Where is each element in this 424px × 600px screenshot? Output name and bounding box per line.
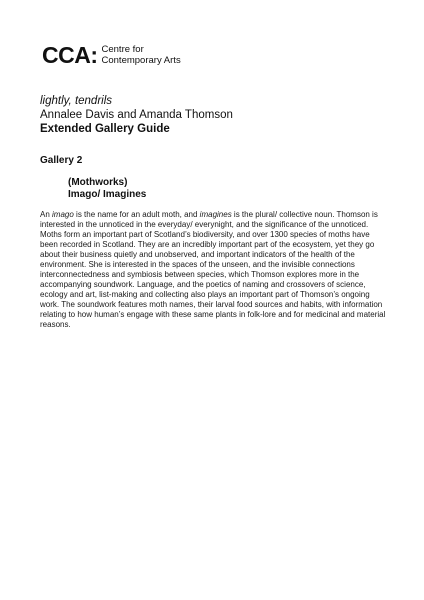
cca-logo — [42, 44, 181, 67]
logo-line-2: Contemporary Arts — [101, 54, 181, 66]
work-title: Imago/ Imagines — [68, 189, 147, 200]
document-header — [40, 94, 380, 137]
body-text-3: is the plural/ collective noun. Thomson is interested in the unnoticed in the everyday/ everynight, and the significance of the unnoticed. Moths form an important part of Scotland’s biodiversity, and over 1300 species of moths have been recorded in Scotland. They are an incredibly important part of the ecosystem, yet they go about their business quietly and unobserved, and important indicators of the health of the environment. She is interested in the spaces of the unseen, and the invisible connections interconnectedness and symbiosis between species, which Thomson explores more in the accompanying soundwork. Language, and the poetics of naming and crossovers of science, ecology and art, list-making and collecting also plays an important part of Thomson’s ongoing work. The soundwork features moth names, their larval food sources and habits, with information relating to how human’s engage with these same plants in folk-lore and for medicinal and material reasons. — [40, 210, 386, 329]
artist-names: Annalee Davis and Amanda Thomson — [40, 109, 233, 121]
logo-line-1: Centre for — [101, 44, 144, 55]
body-text-1: An — [40, 210, 53, 219]
work-series: (Mothworks) — [68, 177, 128, 188]
guide-title: Extended Gallery Guide — [40, 123, 170, 135]
body-emphasis-imago: imago — [52, 210, 74, 219]
body-emphasis-imagines: imagines — [199, 210, 232, 219]
work-heading — [68, 177, 146, 201]
exhibition-title: lightly, tendrils — [40, 95, 113, 107]
logo-wordmark — [102, 45, 181, 66]
body-paragraph — [40, 210, 388, 330]
logo-mark: CCA: — [42, 42, 98, 68]
gallery-heading: Gallery 2 — [40, 155, 83, 166]
body-text-2: is the name for an adult moth, and — [73, 210, 200, 219]
